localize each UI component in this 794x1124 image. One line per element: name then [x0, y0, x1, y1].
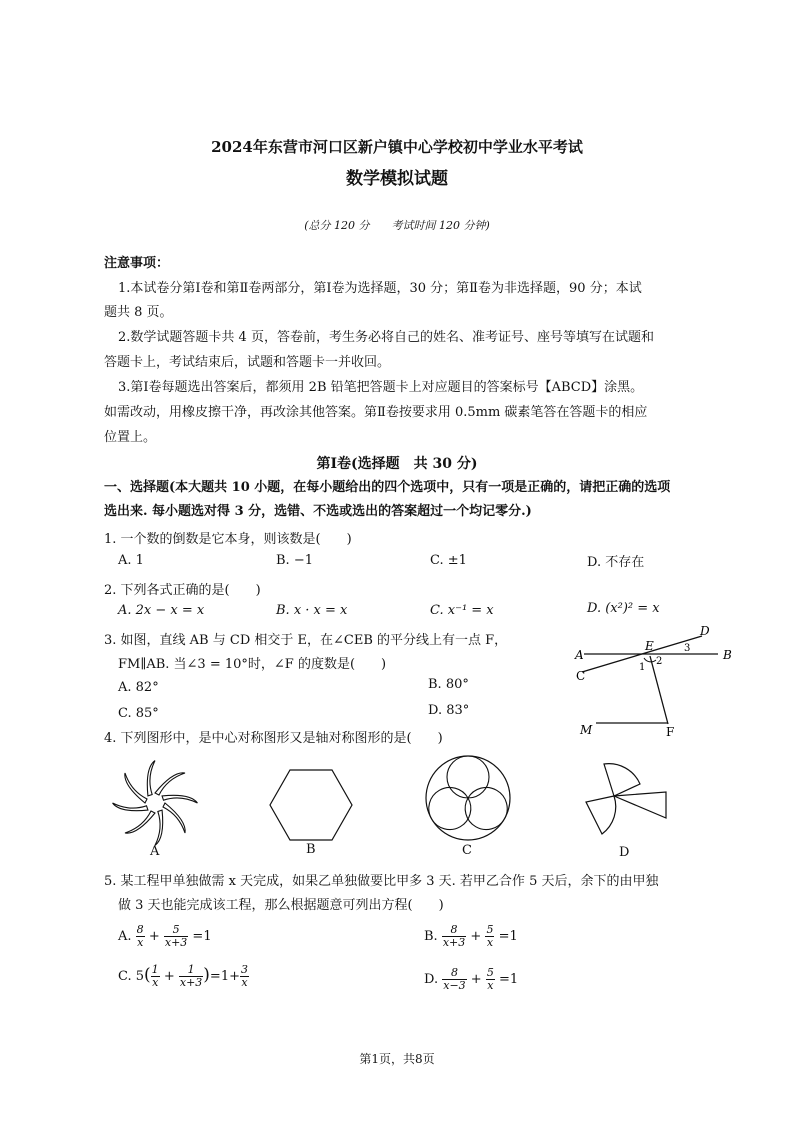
label-c: C	[576, 669, 586, 683]
q4-label-c: C	[462, 843, 472, 858]
section-title: 第Ⅰ卷(选择题 共 30 分)	[316, 456, 478, 472]
fraction: $\frac{5}{x}$	[486, 966, 494, 992]
q2-option-d: D. (x²)² = x	[587, 601, 660, 616]
q3-geometry-figure	[560, 620, 740, 750]
q1-option-b: B. −1	[276, 553, 313, 568]
question-4-stem: 4. 下列图形中，是中心对称图形又是轴对称图形的是( )	[104, 731, 443, 746]
exam-subtitle: 数学模拟试题	[346, 169, 448, 189]
angle-mark	[644, 658, 656, 662]
q3-option-b: B. 80°	[428, 677, 469, 692]
q2-option-c: C. x⁻¹ = x	[430, 603, 494, 618]
fraction: $\frac{8}{x}$	[136, 923, 144, 949]
section-intro-cont: 选出来. 每小题选对得 3 分，选错、不选或选出的答案超过一个均记零分.)	[104, 504, 532, 519]
q1-option-a: A. 1	[118, 553, 144, 568]
notice-heading: 注意事项：	[104, 256, 170, 271]
label-d: D	[700, 624, 710, 638]
fraction: $\frac{1}{x}$	[151, 963, 159, 989]
fraction: $\frac{5}{x+3}$	[164, 923, 188, 949]
question-1-stem: 1. 一个数的倒数是它本身，则该数是( )	[104, 532, 352, 547]
q4-label-d: D	[619, 845, 630, 860]
fraction: $\frac{5}{x}$	[486, 923, 494, 949]
question-3-stem: 3. 如图，直线 AB 与 CD 相交于 E，在∠CEB 的平分线上有一点 F，	[104, 633, 508, 648]
question-5-stem: 5. 某工程甲单独做需 x 天完成，如果乙单独做要比甲多 3 天. 若甲乙合作 5 天后，余下的由甲独	[104, 874, 659, 889]
q1-option-d: D. 不存在	[587, 555, 645, 570]
q1-option-c: C. ±1	[430, 553, 467, 568]
q5-a-label: A.	[118, 929, 132, 944]
label-a: A	[575, 648, 584, 662]
label-b: B	[723, 648, 732, 662]
q4-figure-a	[112, 763, 198, 843]
label-f: F	[666, 725, 675, 739]
notice-item-1-cont: 题共 8 页。	[104, 305, 173, 320]
label-angle-3: 3	[684, 643, 691, 654]
q5-option-b: B. $\frac{8}{x+3}$ + $\frac{5}{x}$ =1	[424, 923, 518, 949]
label-m: M	[580, 723, 593, 737]
q4-label-a: A	[150, 844, 160, 859]
notice-item-3-cont: 如需改动，用橡皮擦干净，再改涂其他答案。第Ⅱ卷按要求用 0.5mm 碳素笔答在答题卡的相应	[104, 405, 648, 420]
q5-option-a: A. $\frac{8}{x}$ + $\frac{5}{x+3}$ =1	[118, 923, 212, 949]
label-e: E	[645, 639, 654, 653]
fraction: $\frac{3}{x}$	[240, 963, 248, 989]
q4-figure-c	[424, 754, 512, 842]
exam-meta: (总分 120 分 考试时间 120 分钟)	[304, 219, 490, 232]
notice-item-3: 3.第Ⅰ卷每题选出答案后，都须用 2B 铅笔把答题卡上对应题目的答案标号【ABCD】涂黑。	[118, 380, 644, 395]
page-footer: 第1页，共8页	[359, 1052, 435, 1066]
fraction: $\frac{8}{x+3}$	[442, 923, 466, 949]
exam-title: 2024年东营市河口区新户镇中心学校初中学业水平考试	[211, 138, 583, 156]
label-angle-1: 1	[639, 662, 646, 673]
q5-option-c: C. 5( $\frac{1}{x}$ + $\frac{1}{x+3}$ )=1+ $\frac{3}{x}$	[118, 963, 248, 989]
q3-option-d: D. 83°	[428, 703, 470, 718]
q4-label-b: B	[306, 842, 316, 857]
q4-figure-d	[582, 758, 672, 842]
q4-figure-b	[268, 768, 354, 842]
fraction: $\frac{8}{x-3}$	[443, 966, 466, 992]
notice-item-3-cont2: 位置上。	[104, 430, 157, 445]
section-intro: 一、选择题(本大题共 10 小题，在每小题给出的四个选项中，只有一项是正确的，请把正确的选项	[104, 480, 671, 495]
label-angle-2: 2	[656, 656, 663, 667]
question-3-stem-cont: FM∥AB. 当∠3 = 10°时，∠F 的度数是( )	[118, 657, 387, 672]
q5-option-d: D. $\frac{8}{x-3}$ + $\frac{5}{x}$ =1	[424, 966, 519, 992]
q2-option-b: B. x · x = x	[276, 603, 348, 618]
q2-option-a: A. 2x − x = x	[118, 603, 205, 618]
q3-option-a: A. 82°	[118, 680, 159, 695]
question-2-stem: 2. 下列各式正确的是( )	[104, 583, 261, 598]
q5-c-label: C. 5	[118, 969, 145, 984]
q5-b-label: B.	[424, 929, 438, 944]
q3-option-c: C. 85°	[118, 706, 159, 721]
q5-d-label: D.	[424, 972, 439, 987]
notice-item-2-cont: 答题卡上，考试结束后，试题和答题卡一并收回。	[104, 355, 391, 370]
fraction: $\frac{1}{x+3}$	[179, 963, 203, 989]
notice-item-1: 1.本试卷分第Ⅰ卷和第Ⅱ卷两部分，第Ⅰ卷为选择题，30 分；第Ⅱ卷为非选择题，90 分；本试	[118, 281, 642, 296]
notice-item-2: 2.数学试题答题卡共 4 页，答卷前，考生务必将自己的姓名、准考证号、座号等填写在试题和	[118, 330, 654, 345]
question-5-stem-cont: 做 3 天也能完成该工程，那么根据题意可列出方程( )	[118, 898, 444, 913]
